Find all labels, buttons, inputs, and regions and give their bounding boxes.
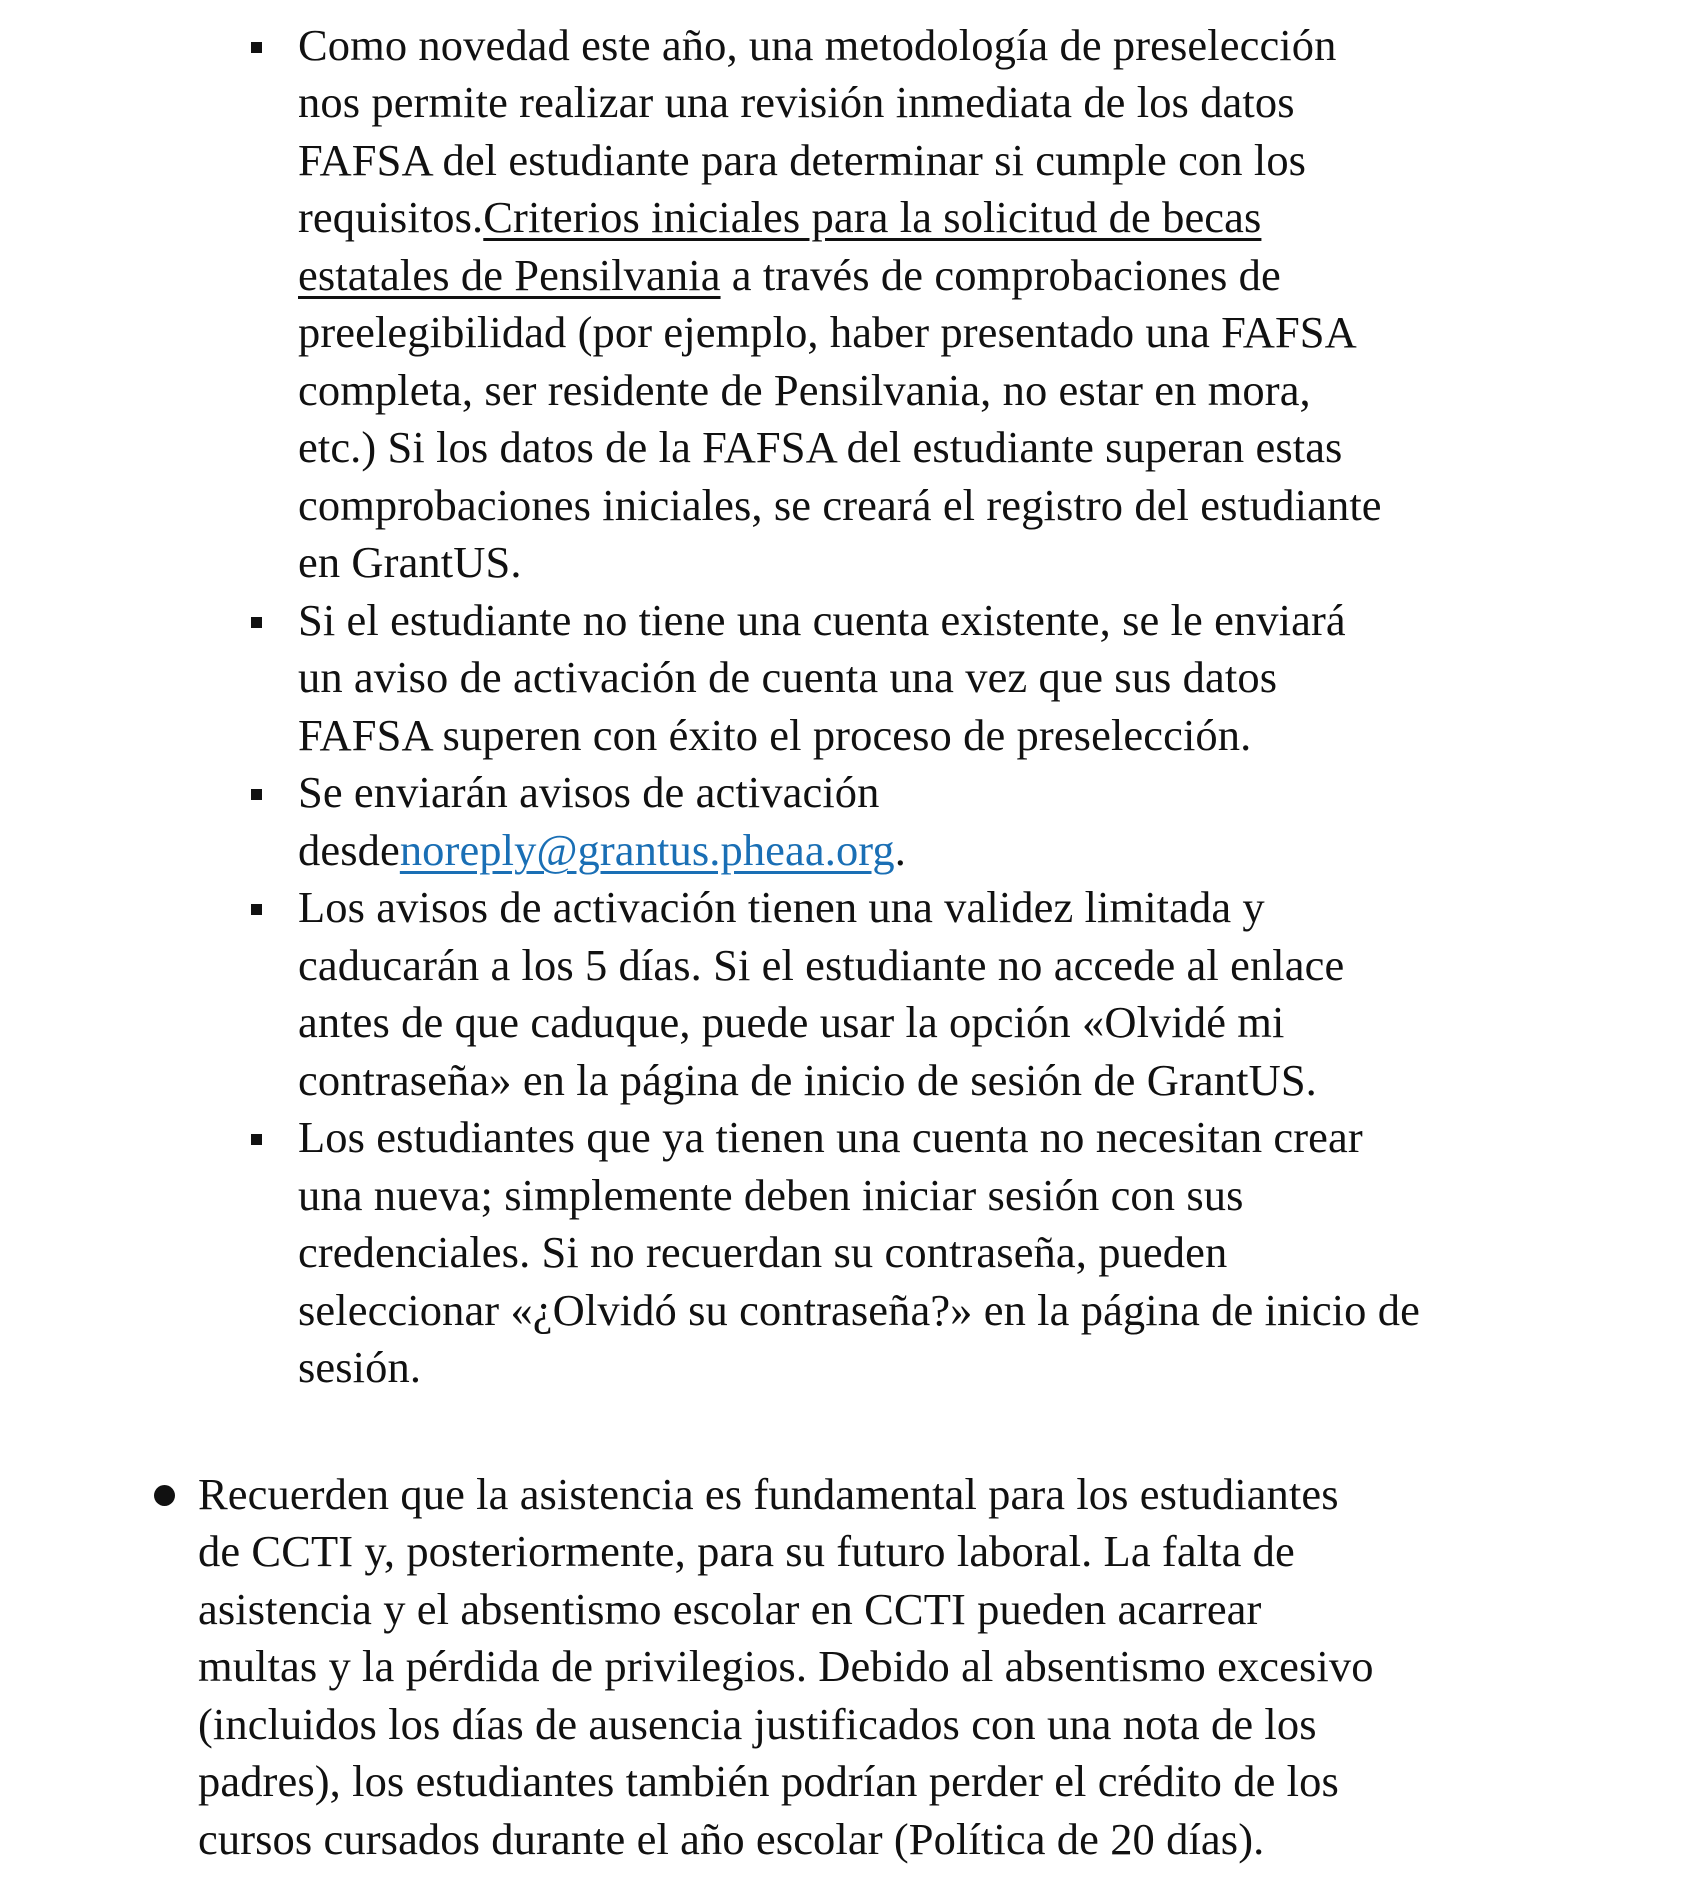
square-bullet-icon — [251, 617, 262, 628]
text-line: caducarán a los 5 días. Si el estudiante no accede al enlace — [298, 940, 1345, 990]
text-line: de CCTI y, posteriormente, para su futuro laboral. La falta de — [198, 1526, 1295, 1576]
text-line — [298, 822, 906, 880]
text-segment: a través de comprobaciones de — [720, 250, 1281, 300]
text-line: etc.) Si los datos de la FAFSA del estudiante superan estas — [298, 422, 1343, 472]
text-line: en GrantUS. — [298, 537, 522, 587]
text-line: Si el estudiante no tiene una cuenta existente, se le enviará — [298, 595, 1346, 645]
text-line — [298, 189, 1261, 247]
text-line: una nueva; simplemente deben iniciar sesión con sus — [298, 1170, 1244, 1220]
text-line: Los avisos de activación tienen una validez limitada y — [298, 882, 1265, 932]
text-line: padres), los estudiantes también podrían perder el crédito de los — [198, 1756, 1339, 1806]
text-line: Como novedad este año, una metodología de preselección — [298, 20, 1337, 70]
text-line: preelegibilidad (por ejemplo, haber presentado una FAFSA — [298, 307, 1357, 357]
text-line: sesión. — [298, 1342, 422, 1392]
text-line: (incluidos los días de ausencia justificados con una nota de los — [198, 1699, 1317, 1749]
text-line: completa, ser residente de Pensilvania, no estar en mora, — [298, 365, 1311, 415]
text-line: cursos cursados durante el año escolar (Política de 20 días). — [198, 1814, 1265, 1864]
text-segment: requisitos. — [298, 192, 484, 242]
criteria-link-continued[interactable]: estatales de Pensilvania — [298, 250, 721, 300]
square-bullet-icon — [251, 42, 262, 53]
text-line: seleccionar «¿Olvidó su contraseña?» en la página de inicio de — [298, 1285, 1420, 1335]
text-line: FAFSA superen con éxito el proceso de preselección. — [298, 710, 1252, 760]
square-bullet-icon — [251, 904, 262, 915]
text-line: antes de que caduque, puede usar la opción «Olvidé mi — [298, 997, 1285, 1047]
text-line: nos permite realizar una revisión inmediata de los datos — [298, 77, 1295, 127]
text-line: FAFSA del estudiante para determinar si cumple con los — [298, 135, 1307, 185]
text-line: Recuerden que la asistencia es fundamental para los estudiantes — [198, 1469, 1339, 1519]
email-link[interactable]: noreply@grantus.pheaa.org — [399, 825, 895, 875]
text-line: un aviso de activación de cuenta una vez que sus datos — [298, 652, 1278, 702]
square-bullet-icon — [251, 1134, 262, 1145]
text-segment: . — [894, 825, 906, 875]
text-line — [298, 247, 1281, 305]
text-line: multas y la pérdida de privilegios. Debido al absentismo excesivo — [198, 1641, 1374, 1691]
text-line: Los estudiantes que ya tienen una cuenta no necesitan crear — [298, 1112, 1363, 1162]
text-segment: desde — [298, 825, 400, 875]
text-line: asistencia y el absentismo escolar en CCTI pueden acarrear — [198, 1584, 1262, 1634]
text-line: Se enviarán avisos de activación — [298, 767, 880, 817]
criteria-link[interactable]: Criterios iniciales para la solicitud de becas — [483, 192, 1262, 242]
round-bullet-icon — [154, 1485, 175, 1506]
square-bullet-icon — [251, 789, 262, 800]
text-line: credenciales. Si no recuerdan su contraseña, pueden — [298, 1227, 1228, 1277]
text-line: contraseña» en la página de inicio de sesión de GrantUS. — [298, 1055, 1317, 1105]
text-line: comprobaciones iniciales, se creará el registro del estudiante — [298, 480, 1382, 530]
